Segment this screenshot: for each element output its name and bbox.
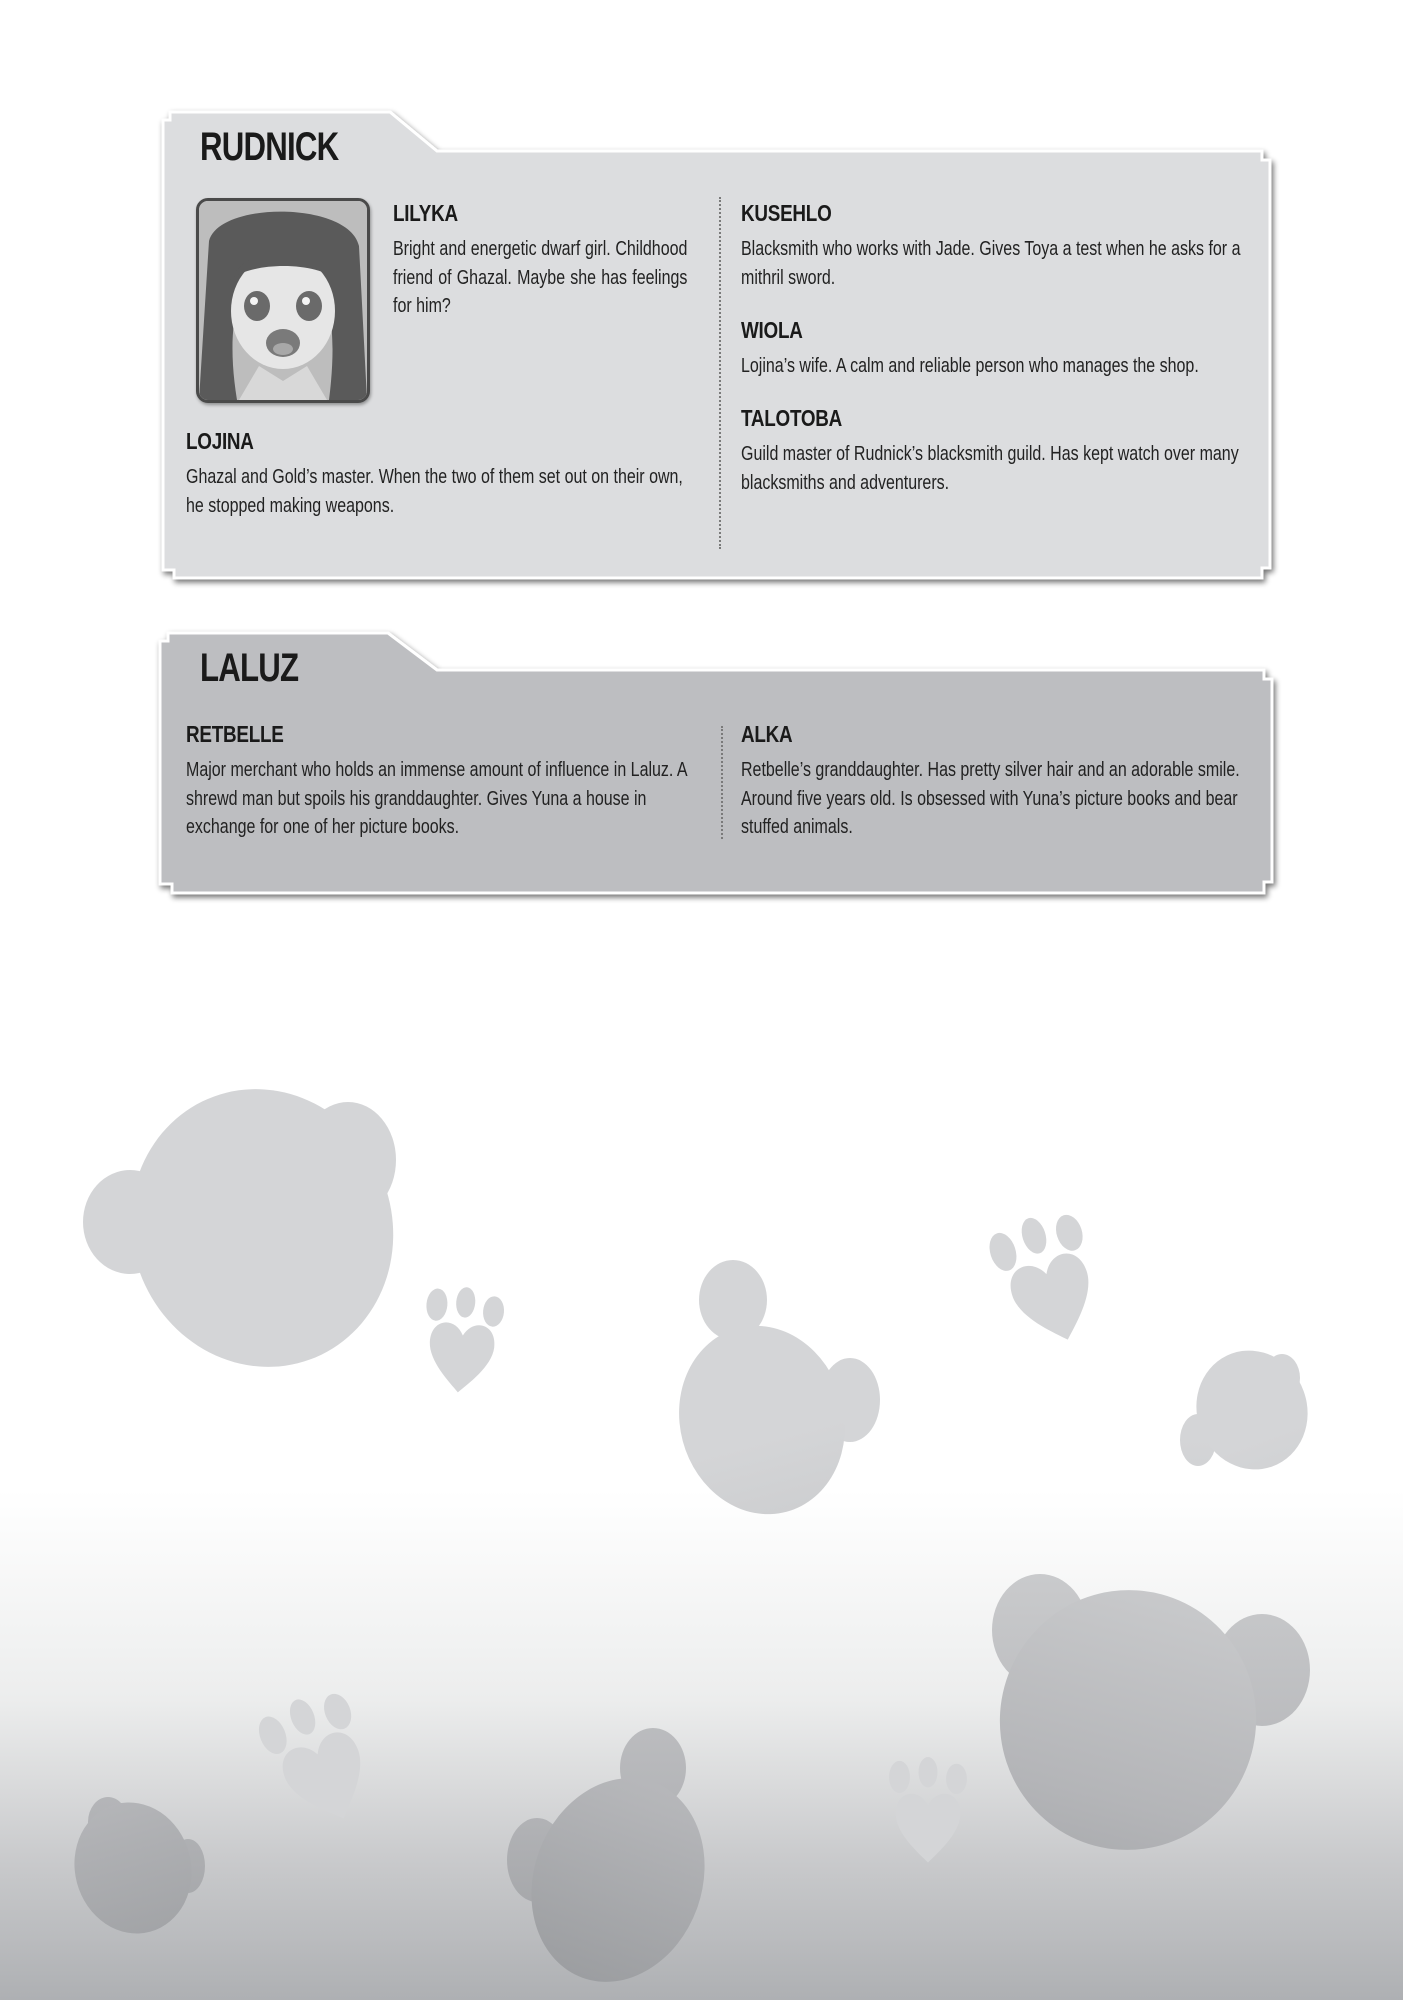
character-name: LOJINA	[186, 428, 254, 454]
region-title: LALUZ	[200, 646, 299, 690]
bear-head-icon	[503, 1728, 732, 2000]
bear-head-icon	[83, 1052, 432, 1404]
character-description: Lojina’s wife. A calm and reliable person who manages the shop.	[741, 355, 1199, 377]
character-entry-retbelle	[186, 722, 696, 842]
paw-print-icon	[983, 1204, 1112, 1355]
bear-head-icon	[60, 1789, 206, 1947]
character-name: KUSEHLO	[741, 200, 832, 226]
character-description: Ghazal and Gold’s master. When the two of them set out on their own, he stopped making weapons.	[186, 466, 683, 517]
character-description: Guild master of Rudnick’s blacksmith guild. Has kept watch over many blacksmiths and adventurers.	[741, 443, 1239, 494]
paw-print-icon	[252, 1682, 387, 1836]
character-description: Bright and energetic dwarf girl. Childhood friend of Ghazal. Maybe she has feelings for him?	[393, 238, 688, 317]
region-panel-laluz	[0, 0, 1403, 920]
character-name: RETBELLE	[186, 721, 284, 747]
character-name: WIOLA	[741, 317, 803, 343]
bear-head-icon	[971, 1561, 1310, 1878]
character-name: TALOTOBA	[741, 405, 843, 431]
character-description: Major merchant who holds an immense amount of influence in Laluz. A shrewd man but spoils his granddaughter. Gives Yuna a house in exchange for one of her picture books.	[186, 759, 687, 838]
character-description: Blacksmith who works with Jade. Gives Toya a test when he asks for a mithril sword.	[741, 238, 1241, 289]
paw-print-icon	[889, 1757, 967, 1862]
paw-print-icon	[419, 1284, 506, 1396]
character-entry-alka	[741, 722, 1251, 842]
column-divider	[721, 726, 723, 839]
region-title: RUDNICK	[200, 125, 339, 169]
bear-head-icon	[658, 1260, 880, 1533]
character-name: LILYKA	[393, 200, 458, 226]
character-description: Retbelle’s granddaughter. Has pretty silver hair and an adorable smile. Around five years old. Is obsessed with Yuna’s picture books and bear stuffed animals.	[741, 759, 1240, 838]
character-name: ALKA	[741, 721, 793, 747]
bear-head-icon	[1180, 1335, 1324, 1485]
